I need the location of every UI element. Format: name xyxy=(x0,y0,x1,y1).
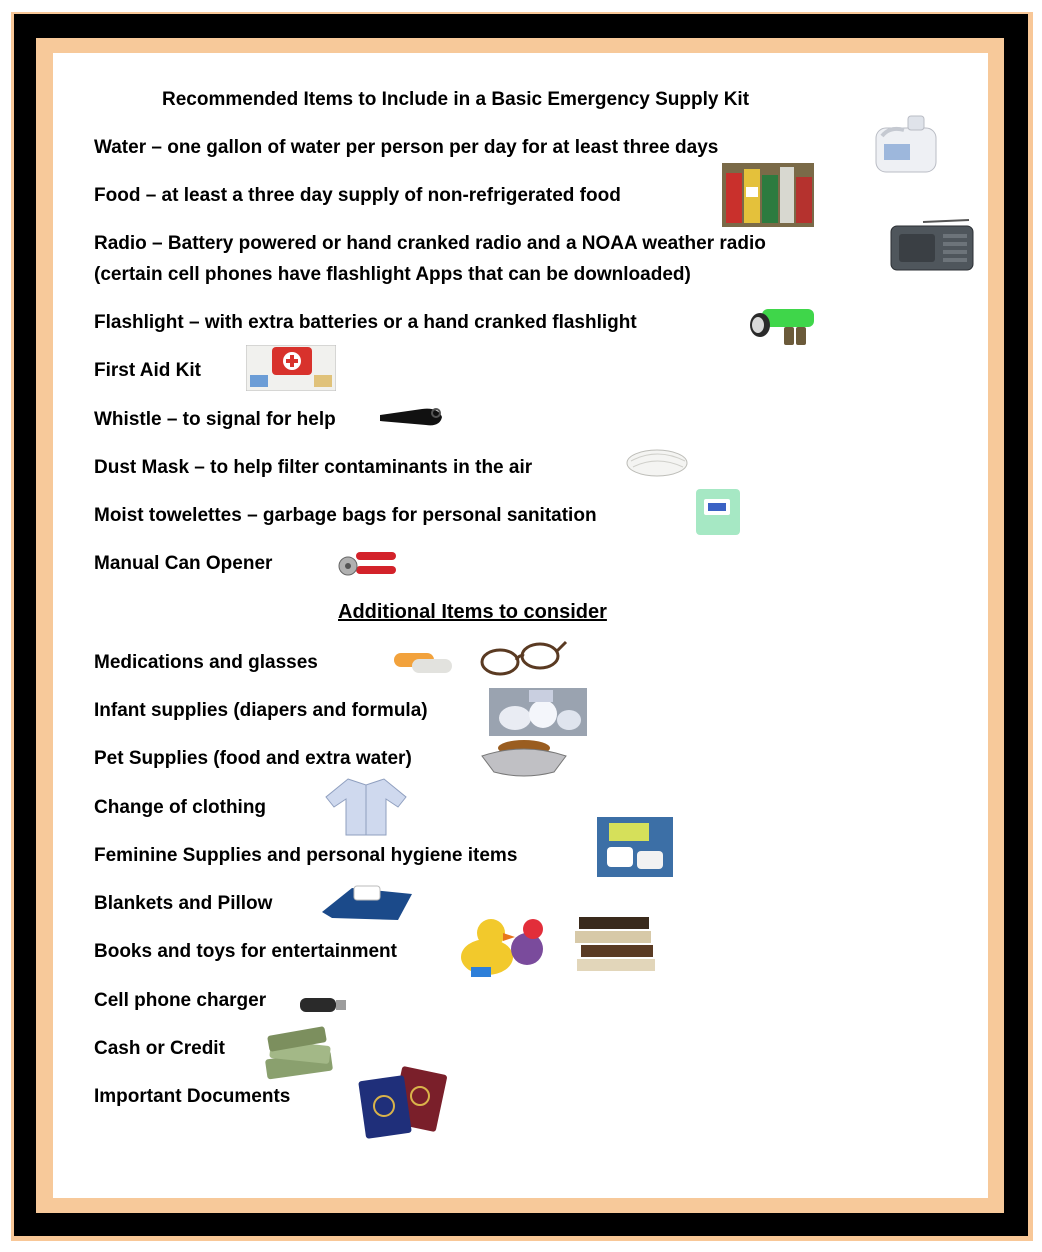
towelettes-icon xyxy=(694,487,742,537)
cash-icon xyxy=(262,1025,338,1083)
item-hygiene: Feminine Supplies and personal hygiene items xyxy=(94,845,518,866)
diapers-icon xyxy=(489,688,587,736)
additional-title: Additional Items to consider xyxy=(338,601,607,623)
item-flashlight: Flashlight – with extra batteries or a hand cranked flashlight xyxy=(94,312,637,333)
item-documents: Important Documents xyxy=(94,1086,291,1107)
toys-icon xyxy=(457,913,553,979)
item-medications: Medications and glasses xyxy=(94,652,318,673)
item-dust-mask: Dust Mask – to help filter contaminants in the air xyxy=(94,457,533,478)
blanket-icon xyxy=(318,880,416,922)
item-whistle: Whistle – to signal for help xyxy=(94,409,336,430)
page-paper xyxy=(53,53,988,1198)
item-infant: Infant supplies (diapers and formula) xyxy=(94,700,428,721)
item-pet: Pet Supplies (food and extra water) xyxy=(94,748,412,769)
hygiene-pads-icon xyxy=(597,817,673,877)
item-books-toys: Books and toys for entertainment xyxy=(94,941,397,962)
canned-food-icon xyxy=(722,163,814,227)
page-title: Recommended Items to Include in a Basic Emergency Supply Kit xyxy=(162,89,750,110)
water-jug-icon xyxy=(870,114,942,174)
passports-icon xyxy=(352,1066,448,1148)
radio-icon xyxy=(883,218,975,276)
item-towelettes: Moist towelettes – garbage bags for personal sanitation xyxy=(94,505,597,526)
item-charger: Cell phone charger xyxy=(94,990,267,1011)
can-opener-icon xyxy=(336,548,398,582)
item-food: Food – at least a three day supply of non-refrigerated food xyxy=(94,185,621,206)
first-aid-kit-icon xyxy=(246,345,336,391)
item-can-opener: Manual Can Opener xyxy=(94,553,273,574)
item-first-aid: First Aid Kit xyxy=(94,360,201,381)
whistle-icon xyxy=(378,403,450,429)
phone-charger-icon xyxy=(298,990,350,1016)
books-icon xyxy=(571,913,661,975)
flashlight-icon xyxy=(748,305,816,347)
item-blankets: Blankets and Pillow xyxy=(94,893,273,914)
item-clothing: Change of clothing xyxy=(94,797,267,818)
shirt-icon xyxy=(320,775,412,837)
item-water: Water – one gallon of water per person per day for at least three days xyxy=(94,137,719,158)
item-cash: Cash or Credit xyxy=(94,1038,225,1059)
pills-icon xyxy=(392,645,458,679)
pet-bowl-icon xyxy=(476,736,570,778)
item-radio: Radio – Battery powered or hand cranked radio and a NOAA weather radio xyxy=(94,233,766,254)
item-radio-note: (certain cell phones have flashlight Apps that can be downloaded) xyxy=(94,264,691,285)
dust-mask-icon xyxy=(623,441,693,479)
glasses-icon xyxy=(478,638,568,678)
